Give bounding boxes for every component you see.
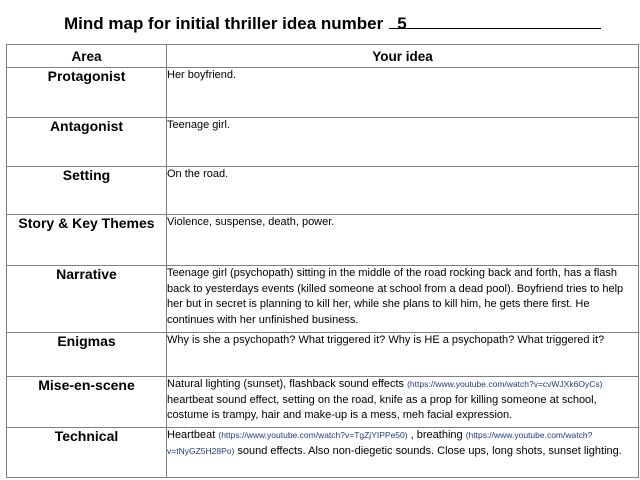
table-row [7, 428, 639, 478]
area-cell: Protagonist [7, 68, 167, 118]
table-row [7, 118, 639, 167]
area-cell: Setting [7, 167, 167, 215]
idea-text: heartbeat sound effect, setting on the road, knife as a prop for killing someone at school, costume is trampy, hair and make-up is a mess, meh facial expression. [167, 393, 597, 421]
header-idea: Your idea [167, 45, 639, 68]
table-row [7, 333, 639, 377]
idea-cell: Violence, suspense, death, power. [167, 215, 639, 266]
area-cell: Technical [7, 428, 167, 478]
area-cell: Enigmas [7, 333, 167, 377]
idea-cell: Why is she a psychopath? What triggered it? Why is HE a psychopath? What triggered it? [167, 333, 639, 377]
idea-cell: On the road. [167, 167, 639, 215]
youtube-link[interactable]: (https://www.youtube.com/watch?v=tNyGZ5H28Po) [167, 430, 593, 456]
area-cell: Story & Key Themes [7, 215, 167, 266]
idea-number-field [383, 14, 601, 34]
idea-number: 5 [397, 14, 407, 33]
youtube-link[interactable]: (https://www.youtube.com/watch?v=cvWJXk6OyCs) [407, 379, 603, 389]
idea-cell [167, 428, 639, 478]
table-row [7, 215, 639, 266]
area-cell: Antagonist [7, 118, 167, 167]
idea-cell: Teenage girl. [167, 118, 639, 167]
title-text: Mind map for initial thriller idea number [64, 14, 384, 33]
table-row [7, 68, 639, 118]
area-cell: Mise-en-scene [7, 377, 167, 428]
idea-cell: Her boyfriend. [167, 68, 639, 118]
table-row [7, 266, 639, 333]
table-row [7, 167, 639, 215]
idea-text: Heartbeat [167, 429, 219, 441]
mind-map-table [6, 44, 639, 478]
idea-text: sound effects. Also non-diegetic sounds. Close ups, long shots, sunset lighting. [234, 444, 622, 457]
youtube-link[interactable]: (https://www.youtube.com/watch?v=TgZjYIPPe50) [218, 430, 408, 440]
table-row [7, 377, 639, 428]
page-title [64, 14, 584, 36]
idea-cell: Teenage girl (psychopath) sitting in the middle of the road rocking back and forth, has a flash back to yesterdays events (killed someone at school from a dead pool). Boyfriend tries to help her but in secret is planning to kill her, while she plans to kill him, he gets there first. He continues with her unfinished business. [167, 266, 639, 333]
idea-text: , breathing [407, 429, 466, 441]
area-cell: Narrative [7, 266, 167, 333]
header-row [7, 45, 639, 68]
header-area: Area [7, 45, 167, 68]
idea-text: Natural lighting (sunset), flashback sound effects [167, 378, 408, 390]
idea-cell [167, 377, 639, 428]
